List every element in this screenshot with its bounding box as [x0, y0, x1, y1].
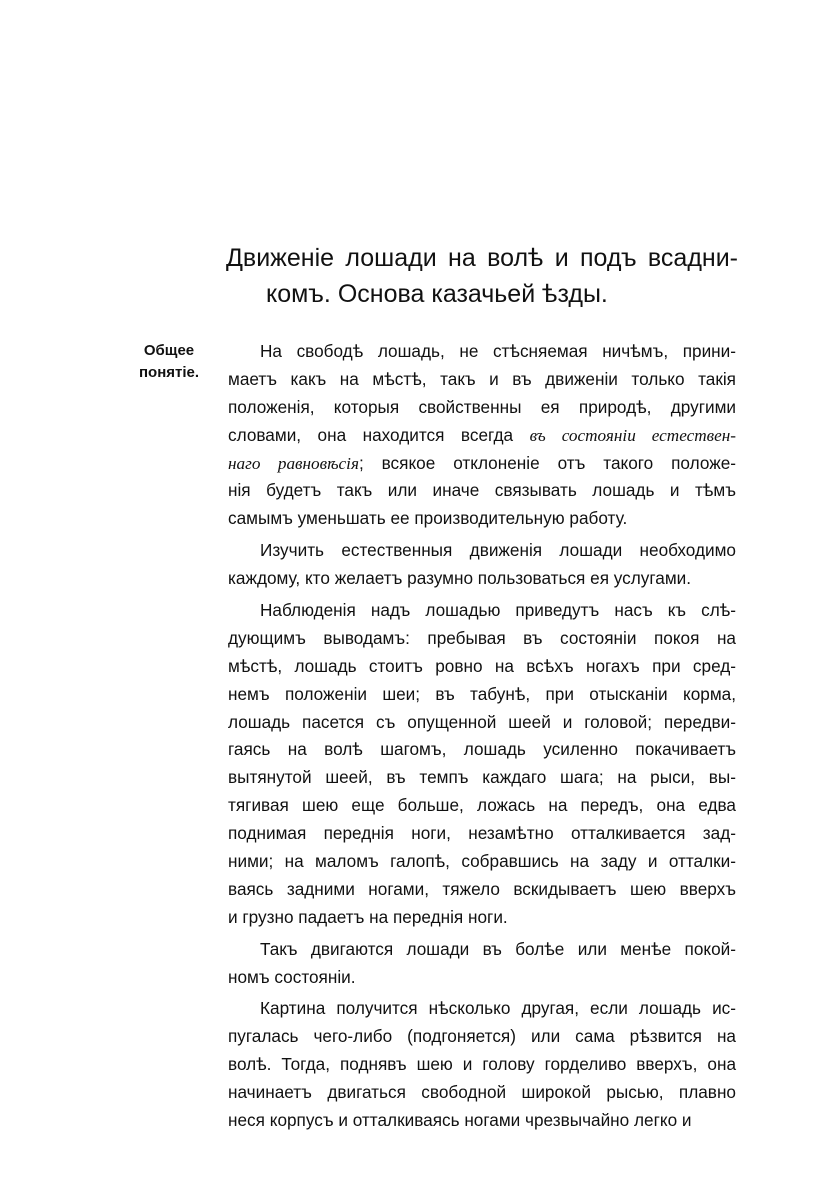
text-line: мѣстѣ, лошадь стоитъ ровно на всѣхъ ногахъ при сред-: [228, 655, 736, 676]
text-line: На свободѣ лошадь, не стѣсняемая ничѣмъ, прини-: [260, 341, 736, 361]
text-line: волѣ. Тогда, поднявъ шею и голову горделиво вверхъ, она: [228, 1054, 736, 1075]
text-line: пугалась чего-либо (подгоняется) или сама рѣзвится на: [228, 1026, 736, 1047]
text-line: номъ состояніи.: [228, 966, 356, 987]
text-line: маетъ какъ на мѣстѣ, такъ и въ движеніи только такія: [228, 368, 736, 389]
margin-note-line: понятіе.: [138, 364, 200, 381]
paragraph: [228, 338, 736, 533]
margin-note-line: Общее: [143, 342, 195, 359]
text-line: Картина получится нѣсколько другая, если лошадь ис-: [260, 998, 736, 1019]
text-line: наго равновѣсія; всякое отклоненіе отъ такого положе-: [228, 452, 736, 473]
text-line: ваясь задними ногами, тяжело вскидываетъ шею вверхъ: [228, 878, 736, 899]
text-line: тягивая шею еще больше, ложась на передъ, она едва: [228, 795, 736, 816]
chapter-title: [226, 240, 738, 312]
italic-phrase: въ состояніи естествен-: [529, 425, 737, 445]
text-line: Такъ двигаются лошади въ болѣе или менѣе покой-: [260, 938, 736, 959]
text-line: и грузно падаетъ на переднія ноги.: [228, 906, 508, 927]
chapter-title-line: Движеніе лошади на волѣ и подъ всадни-: [226, 244, 738, 272]
text-line: гаясь на волѣ шагомъ, лошадь усиленно покачиваетъ: [228, 739, 736, 760]
text-line: Наблюденія надъ лошадью приведутъ насъ къ слѣ-: [260, 600, 736, 621]
body-text: [228, 338, 736, 1139]
text-line: положенія, которыя свойственны ея природѣ, другими: [228, 396, 736, 417]
text-line: поднимая переднія ноги, незамѣтно отталкивается зад-: [228, 823, 736, 844]
margin-note: [128, 340, 210, 384]
text-line: дующимъ выводамъ: пребывая въ состояніи покоя на: [228, 627, 736, 648]
text-line: немъ положеніи шеи; въ табунѣ, при отысканіи корма,: [228, 683, 736, 704]
text-line: каждому, кто желаетъ разумно пользоваться ея услугами.: [228, 568, 692, 589]
italic-phrase: наго равновѣсія: [228, 453, 359, 473]
text-line: словами, она находится всегда въ состояніи естествен-: [228, 424, 737, 445]
text-line: начинаетъ двигаться свободной широкой рысью, плавно: [228, 1082, 736, 1103]
text-line: ними; на маломъ галопѣ, собравшись на заду и отталки-: [228, 851, 736, 872]
text-line: самымъ уменьшать ее производительную работу.: [228, 508, 628, 529]
paragraph: [228, 597, 736, 932]
paragraph: [228, 995, 736, 1134]
text-line: лошадь пасется съ опущенной шеей и головой; передви-: [228, 711, 736, 732]
text-line: неся корпусъ и отталкиваясь ногами чрезвычайно легко и: [228, 1110, 692, 1131]
text-line: Изучить естественныя движенія лошади необходимо: [260, 540, 736, 561]
chapter-title-line: комъ. Основа казачьей ѣзды.: [266, 280, 608, 308]
paragraph: [228, 537, 736, 593]
text-line: вытянутой шеей, въ темпъ каждаго шага; на рыси, вы-: [228, 767, 736, 788]
paragraph: [228, 936, 736, 992]
text-line: нія будетъ такъ или иначе связывать лошадь и тѣмъ: [228, 480, 736, 501]
